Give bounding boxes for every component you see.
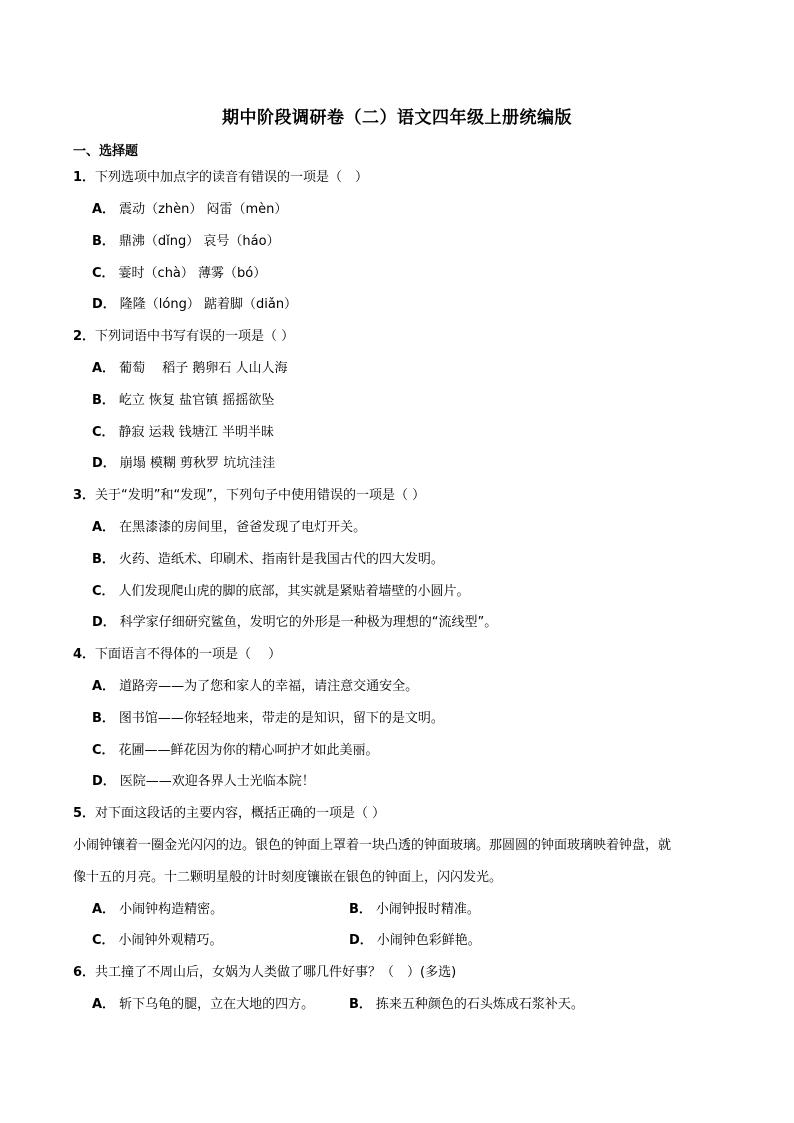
option-text: 葡萄 稻子 鹅卵石 人山人海: [119, 361, 288, 376]
question-number: 1．: [73, 170, 96, 185]
option-letter: A．: [92, 520, 116, 535]
option-text: 人们发现爬山虎的脚的底部，其实就是紧贴着墙壁的小圆片。: [118, 584, 470, 599]
option-text: 霎时（chà） 薄雾（bó）: [118, 266, 267, 281]
option-text: 静寂 运栽 钱塘江 半明半昧: [118, 425, 274, 440]
option-text: 科学家仔细研究鲨鱼，发明它的外形是一种极为理想的“流线型”。: [119, 615, 498, 630]
option-letter: A．: [92, 202, 116, 217]
option-letter: D．: [92, 615, 116, 630]
option-1d: [92, 293, 297, 312]
option-letter: B．: [349, 902, 372, 917]
question-stem: 下列选项中加点字的读音有错误的一项是（ ）: [95, 170, 369, 185]
option-4a: [92, 675, 418, 694]
option-5a: [92, 898, 223, 917]
option-letter: A．: [92, 997, 116, 1012]
option-text: 在黑漆漆的房间里，爸爸发现了电灯开关。: [119, 520, 367, 535]
option-letter: B．: [92, 393, 115, 408]
option-letter: B．: [92, 711, 115, 726]
option-2b: [92, 389, 274, 408]
option-text: 屹立 恢复 盐官镇 摇摇欲坠: [118, 393, 275, 408]
question-stem: 下列词语中书写有误的一项是（ ）: [95, 329, 295, 344]
option-3c: [92, 580, 470, 599]
option-letter: A．: [92, 679, 116, 694]
question-number: 6．: [73, 965, 96, 980]
option-letter: B．: [92, 234, 115, 249]
option-letter: D．: [349, 933, 373, 948]
question-1: [73, 166, 368, 185]
option-2a: [92, 357, 287, 376]
option-1a: [92, 198, 287, 217]
option-text: 隆隆（lóng） 踮着脚（diǎn）: [119, 297, 298, 312]
section-heading: 一、选择题: [73, 144, 139, 159]
option-letter: B．: [349, 997, 372, 1012]
option-5d: [349, 929, 481, 948]
option-text: 鼎沸（dǐng） 哀号（háo）: [118, 234, 280, 249]
question-3: [73, 484, 425, 503]
option-2d: [92, 452, 275, 471]
question-stem: 下面语言不得体的一项是（ ）: [95, 647, 282, 662]
option-letter: B．: [92, 552, 115, 567]
option-1c: [92, 262, 266, 281]
option-6a: [92, 993, 314, 1012]
option-3d: [92, 611, 497, 630]
option-text: 火药、造纸术、印刷术、指南针是我国古代的四大发明。: [118, 552, 444, 567]
option-text: 小闹钟报时精准。: [375, 902, 480, 917]
option-4b: [92, 707, 444, 726]
option-letter: C．: [92, 266, 115, 281]
option-text: 崩塌 模糊 剪秋罗 坑坑洼洼: [119, 456, 276, 471]
question-2: [73, 325, 294, 344]
option-3b: [92, 548, 444, 567]
question-stem: 对下面这段话的主要内容，概括正确的一项是（ ）: [95, 806, 386, 821]
page-title: 期中阶段调研卷（二）语文四年级上册统编版: [222, 108, 572, 128]
question-number: 2．: [73, 329, 96, 344]
option-text: 小闹钟色彩鲜艳。: [376, 933, 481, 948]
option-letter: A．: [92, 361, 116, 376]
option-text: 小闹钟外观精巧。: [118, 933, 223, 948]
option-4c: [92, 739, 379, 758]
question-number: 4．: [73, 647, 96, 662]
option-2c: [92, 421, 274, 440]
question-number: 3．: [73, 488, 96, 503]
option-text: 图书馆——你轻轻地来，带走的是知识，留下的是文明。: [118, 711, 444, 726]
option-text: 医院——欢迎各界人士光临本院！: [119, 774, 315, 789]
question-4: [73, 643, 281, 662]
option-letter: D．: [92, 774, 116, 789]
option-1b: [92, 230, 280, 249]
question-6: [73, 961, 456, 980]
option-letter: D．: [92, 297, 116, 312]
passage-line-1: 小闹钟镶着一圈金光闪闪的边。银色的钟面上罩着一块凸透的钟面玻璃。那圆圆的钟面玻璃映着钟盘，就: [73, 838, 672, 853]
option-text: 斩下乌龟的腿，立在大地的四方。: [119, 997, 315, 1012]
option-text: 小闹钟构造精密。: [119, 902, 224, 917]
option-5c: [92, 929, 223, 948]
question-5: [73, 802, 385, 821]
option-letter: C．: [92, 425, 115, 440]
question-stem: 共工撞了不周山后，女娲为人类做了哪几件好事？（ ）(多选): [95, 965, 457, 980]
option-text: 花圃——鲜花因为你的精心呵护才如此美丽。: [118, 743, 379, 758]
option-text: 拣来五种颜色的石头炼成石浆补天。: [375, 997, 584, 1012]
option-3a: [92, 516, 366, 535]
question-number: 5．: [73, 806, 96, 821]
passage-line-2: 像十五的月亮。十二颗明星般的计时刻度镶嵌在银色的钟面上，闪闪发光。: [73, 870, 503, 885]
option-4d: [92, 770, 315, 789]
option-letter: A．: [92, 902, 116, 917]
option-letter: C．: [92, 743, 115, 758]
option-letter: C．: [92, 584, 115, 599]
option-6b: [349, 993, 584, 1012]
option-letter: D．: [92, 456, 116, 471]
option-text: 道路旁——为了您和家人的幸福，请注意交通安全。: [119, 679, 419, 694]
option-text: 震动（zhèn） 闷雷（mèn）: [119, 202, 288, 217]
option-5b: [349, 898, 480, 917]
question-stem: 关于“发明”和“发现”，下列句子中使用错误的一项是（ ）: [95, 488, 426, 503]
option-letter: C．: [92, 933, 115, 948]
